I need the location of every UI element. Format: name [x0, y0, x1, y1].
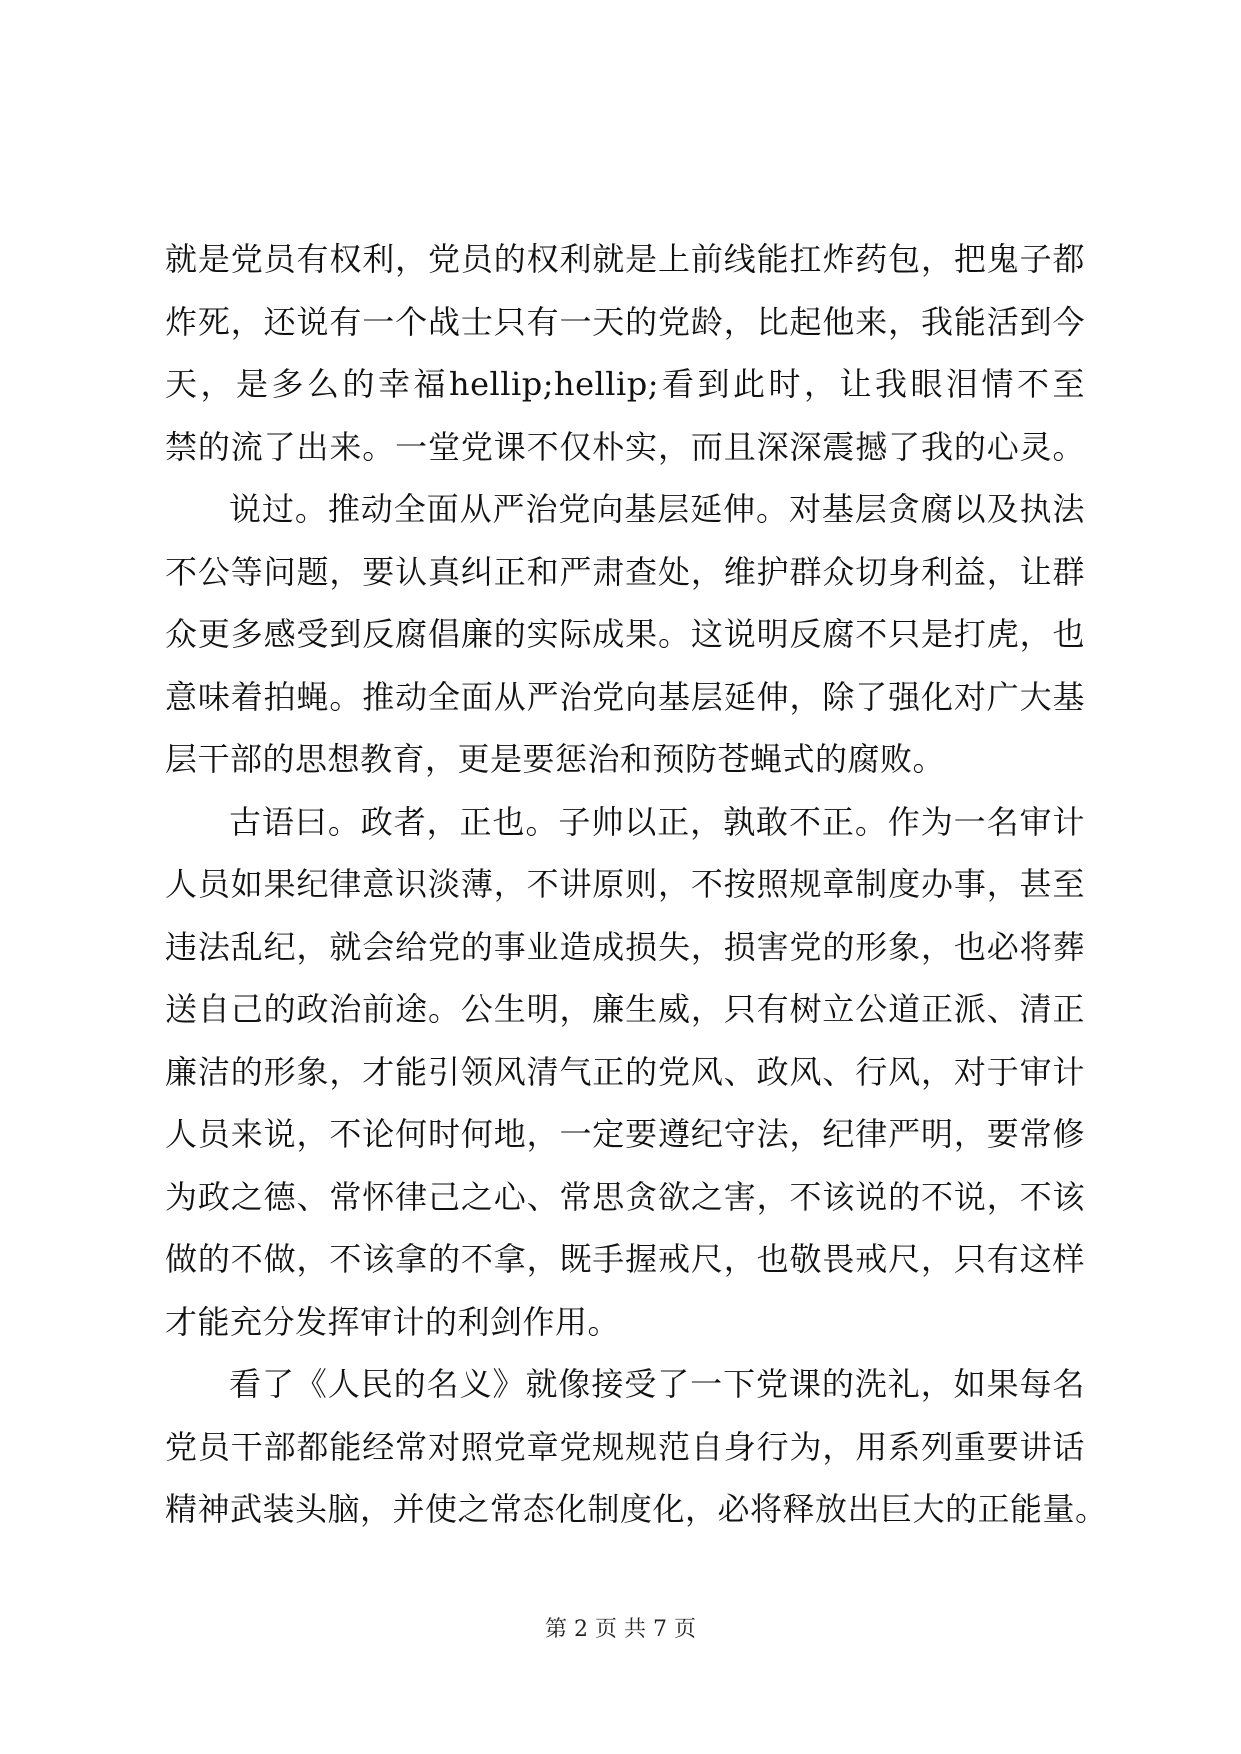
text-line: 精神武装头脑，并使之常态化制度化，必将释放出巨大的正能量。 [165, 1490, 1108, 1528]
text-line: 才能充分发挥审计的利剑作用。 [165, 1302, 621, 1341]
text-line: 层干部的思想教育，更是要惩治和预防苍蝇式的腐败。 [165, 740, 946, 778]
paragraph-first-line: 古语曰。政者，正也。子帅以正，孰敢不正。作为一名审计 [229, 802, 1085, 841]
text-line: 送自己的政治前途。公生明，廉生威，只有树立公道正派、清正 [165, 990, 1085, 1028]
text-line: 禁的流了出来。一堂党课不仅朴实，而且深深震撼了我的心灵。 [165, 427, 1085, 466]
text-line: 不公等问题，要认真纠正和严肃查处，维护群众切身利益，让群 [165, 552, 1085, 591]
paragraph-first-line: 说过。推动全面从严治党向基层延伸。对基层贪腐以及执法 [229, 490, 1085, 528]
page-footer: 第 2 页 共 7 页 [545, 1617, 696, 1642]
paragraph-first-line: 看了《人民的名义》就像接受了一下党课的洗礼，如果每名 [229, 1365, 1085, 1403]
text-line: 炸死，还说有一个战士只有一天的党龄，比起他来，我能活到今 [165, 302, 1085, 341]
text-line: 做的不做，不该拿的不拿，既手握戒尺，也敬畏戒尺，只有这样 [165, 1240, 1085, 1278]
text-line: 就是党员有权利，党员的权利就是上前线能扛炸药包，把鬼子都 [165, 240, 1085, 278]
text-line: 天，是多么的幸福hellip;hellip;看到此时，让我眼泪情不至 [165, 365, 1085, 403]
text-line: 人员如果纪律意识淡薄，不讲原则，不按照规章制度办事，甚至 [165, 865, 1085, 903]
text-line: 廉洁的形象，才能引领风清气正的党风、政风、行风，对于审计 [165, 1052, 1085, 1091]
text-line: 人员来说，不论何时何地，一定要遵纪守法，纪律严明，要常修 [165, 1115, 1085, 1153]
text-line: 违法乱纪，就会给党的事业造成损失，损害党的形象，也必将葬 [165, 927, 1085, 966]
text-line: 为政之德、常怀律己之心、常思贪欲之害，不该说的不说，不该 [165, 1177, 1085, 1216]
text-line: 党员干部都能经常对照党章党规规范自身行为，用系列重要讲话 [165, 1427, 1085, 1466]
text-line: 意味着拍蝇。推动全面从严治党向基层延伸，除了强化对广大基 [165, 677, 1085, 716]
document-body [165, 228, 1108, 1541]
text-line: 众更多感受到反腐倡廉的实际成果。这说明反腐不只是打虎，也 [165, 615, 1085, 653]
